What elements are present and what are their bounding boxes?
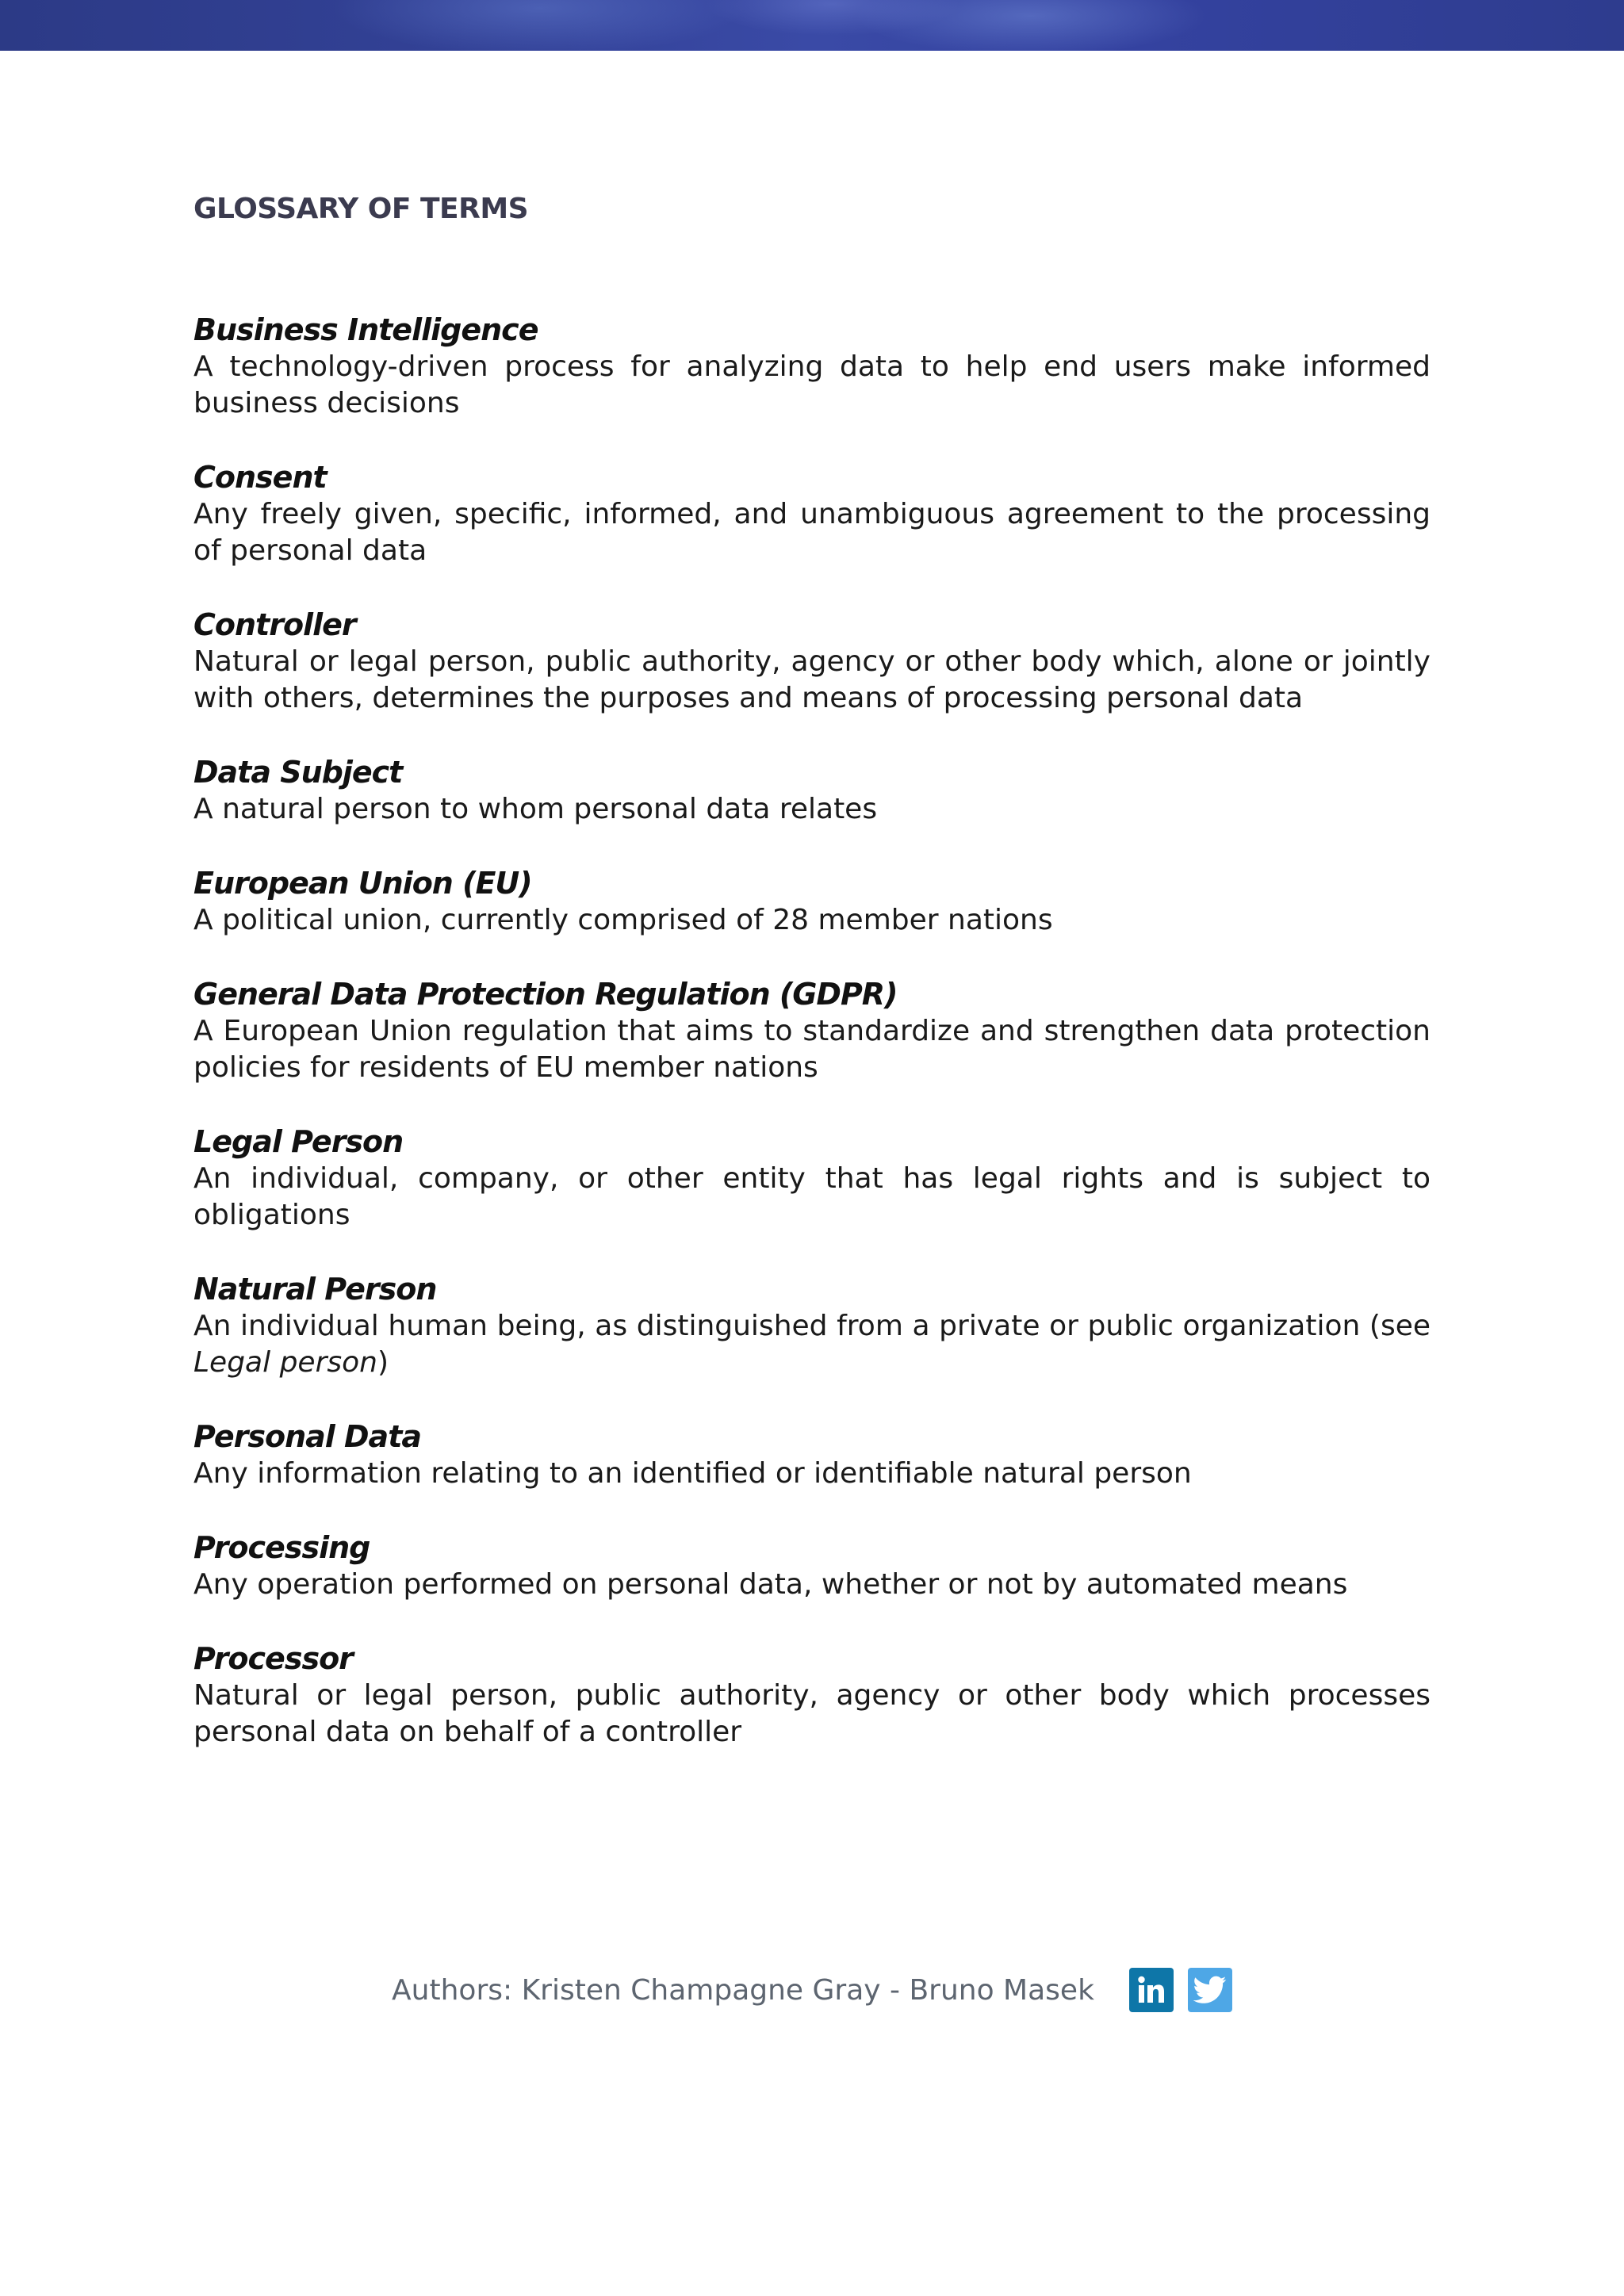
header-map-texture xyxy=(0,0,1624,51)
page-title: GLOSSARY OF TERMS xyxy=(193,193,529,225)
glossary-entry xyxy=(193,864,1431,939)
glossary-content xyxy=(193,190,1431,1787)
term-definition: Any information relating to an identified or identifiable natural person xyxy=(193,1457,1192,1490)
term-name: Processing xyxy=(193,1530,370,1565)
term-name: Consent xyxy=(193,460,327,495)
glossary-entry xyxy=(193,606,1431,717)
term-definition: A technology-driven process for analyzing data to help end users make informed business decisions xyxy=(193,350,1431,419)
cross-reference: Legal person xyxy=(193,1346,377,1379)
definition-text: An individual human being, as distinguished from a private or public organization (see xyxy=(193,1310,1431,1342)
term-definition: An individual, company, or other entity that has legal rights and is subject to obligations xyxy=(193,1162,1431,1231)
glossary-entry xyxy=(193,1640,1431,1751)
term-definition: Natural or legal person, public authority, agency or other body which processes personal data on behalf of a controller xyxy=(193,1679,1431,1748)
term-name: Controller xyxy=(193,607,356,642)
linkedin-icon[interactable] xyxy=(1129,1968,1174,2012)
term-definition: Any operation performed on personal data, whether or not by automated means xyxy=(193,1568,1348,1601)
term-definition: A European Union regulation that aims to standardize and strengthen data protection policies for residents of EU member nations xyxy=(193,1015,1431,1084)
glossary-entry xyxy=(193,1418,1431,1492)
term-name: Processor xyxy=(193,1641,353,1676)
glossary-entry xyxy=(193,458,1431,569)
header-band xyxy=(0,0,1624,51)
twitter-icon[interactable] xyxy=(1188,1968,1232,2012)
term-definition: A political union, currently comprised of 28 member nations xyxy=(193,904,1053,936)
term-name: Legal Person xyxy=(193,1124,404,1159)
glossary-entry xyxy=(193,975,1431,1086)
authors-credit: Authors: Kristen Champagne Gray - Bruno Masek xyxy=(392,1973,1094,2007)
twitter-bird-glyph xyxy=(1193,1976,1227,2004)
glossary-entry xyxy=(193,1529,1431,1603)
linkedin-glyph xyxy=(1134,1973,1169,2007)
term-name: Natural Person xyxy=(193,1272,437,1307)
term-definition: Any freely given, specific, informed, and unambiguous agreement to the processing of personal data xyxy=(193,498,1431,567)
glossary-entry xyxy=(193,311,1431,422)
glossary-entry xyxy=(193,753,1431,828)
term-definition xyxy=(193,1308,1431,1381)
term-definition: A natural person to whom personal data relates xyxy=(193,793,878,825)
definition-text-end: ) xyxy=(377,1346,389,1379)
term-name: Data Subject xyxy=(193,755,403,790)
footer xyxy=(0,1965,1624,2015)
glossary-entry xyxy=(193,1270,1431,1381)
term-list xyxy=(193,311,1431,1751)
glossary-entry xyxy=(193,1123,1431,1234)
term-name: Personal Data xyxy=(193,1419,422,1454)
term-definition: Natural or legal person, public authority, agency or other body which, alone or jointly with others, determines the purposes and means of processing personal data xyxy=(193,645,1431,714)
term-name: Business Intelligence xyxy=(193,312,538,347)
term-name: European Union (EU) xyxy=(193,866,532,901)
term-name: General Data Protection Regulation (GDPR) xyxy=(193,977,898,1012)
